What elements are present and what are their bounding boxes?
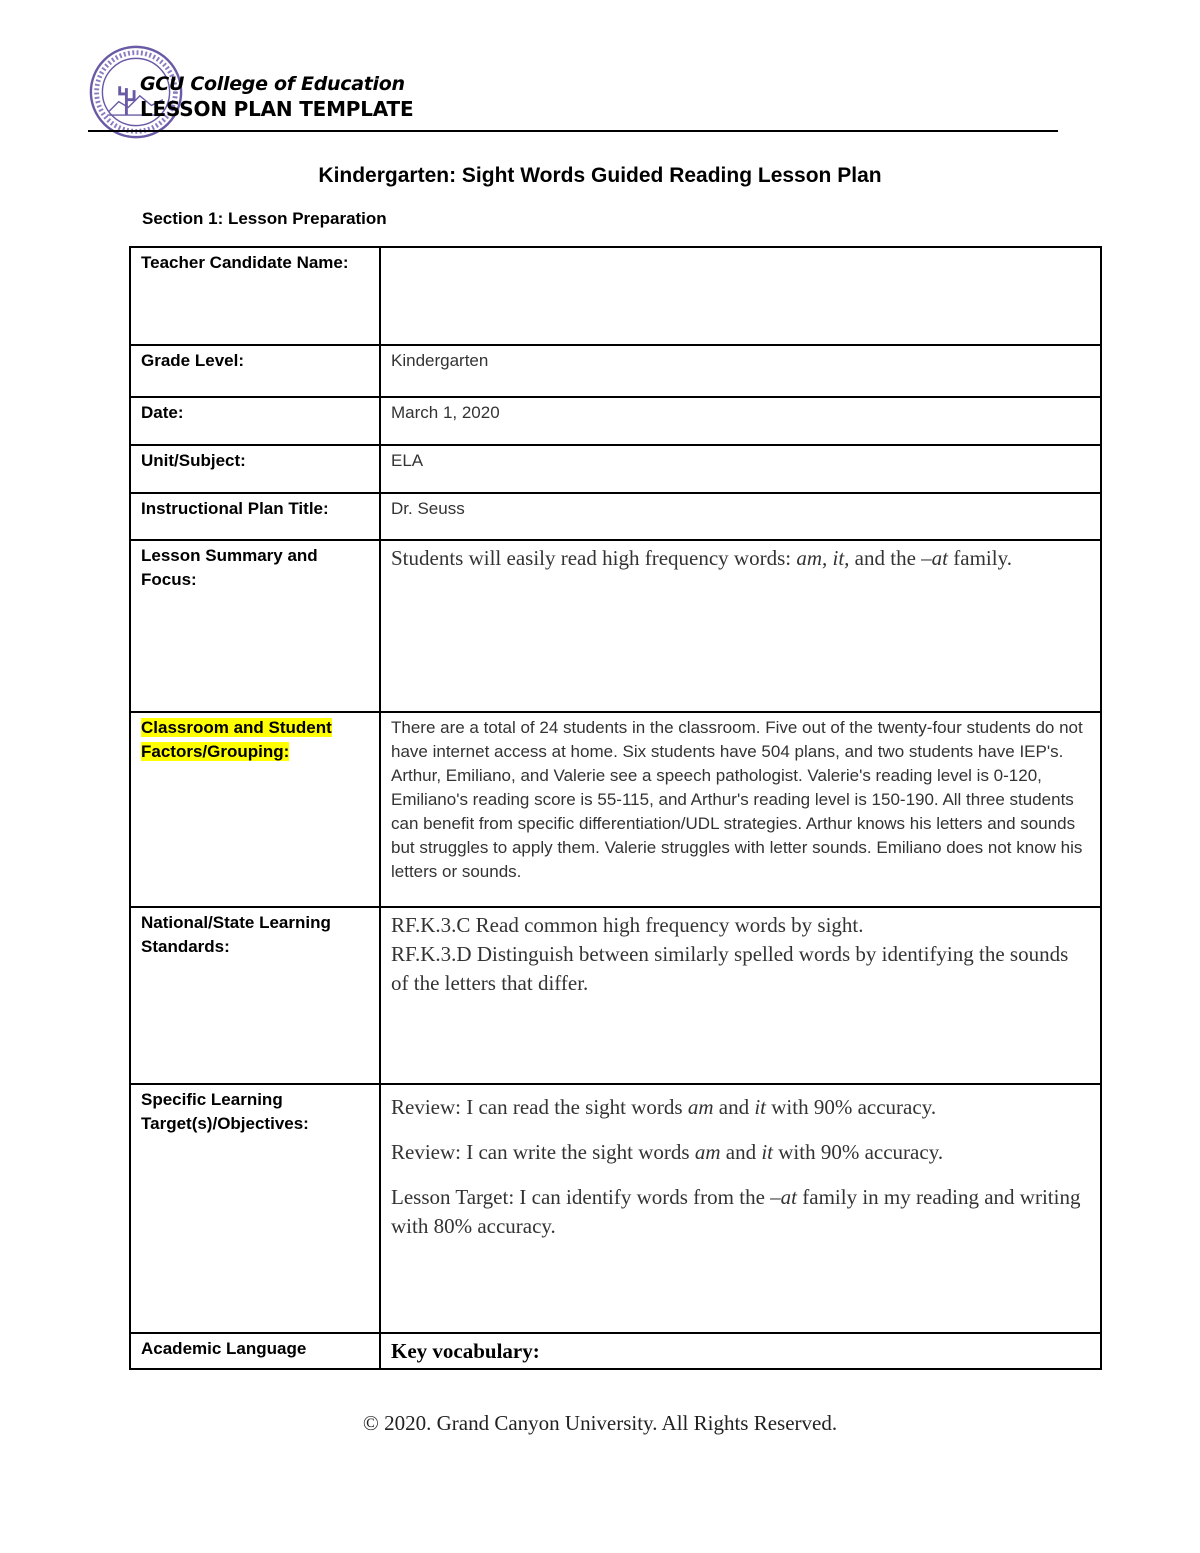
teacher-name-label: Teacher Candidate Name: [130, 247, 380, 345]
objective-text: with 90% accuracy. [773, 1140, 944, 1164]
table-row [130, 445, 1101, 493]
objective-text: Review: I can write the sight words [391, 1140, 695, 1164]
unit-subject-label: Unit/Subject: [130, 445, 380, 493]
classroom-factors-value[interactable]: There are a total of 24 students in the classroom. Five out of the twenty-four students do not have internet access at home. Six students have 504 plans, and two students have IEP's. Arthur, Emiliano, and Valerie see a speech pathologist. Valerie's reading level is 0-120, Emiliano's reading score is 55-115, and Arthur's reading level is 150-190. All three students can benefit from specific differentiation/UDL strategies. Arthur knows his letters and sounds but struggles to apply them. Valerie struggles with letter sounds. Emiliano does not know his letters or sounds. [380, 712, 1101, 907]
objective-word: at [780, 1185, 798, 1209]
objective-text: and [713, 1095, 755, 1119]
academic-language-value[interactable] [380, 1333, 1101, 1369]
date-label: Date: [130, 397, 380, 445]
header-divider [88, 130, 1058, 132]
objective-item [391, 1183, 1090, 1241]
summary-text-part: and the – [849, 546, 932, 570]
template-title: LESSON PLAN TEMPLATE [140, 97, 414, 121]
copyright-footer: © 2020. Grand Canyon University. All Rights Reserved. [362, 1411, 838, 1435]
section-heading: Section 1: Lesson Preparation [142, 209, 387, 228]
unit-subject-value[interactable]: ELA [380, 445, 1101, 493]
objective-text: with 90% accuracy. [766, 1095, 937, 1119]
key-vocabulary-heading: Key vocabulary: [391, 1339, 540, 1363]
table-row [130, 540, 1101, 712]
table-row [130, 493, 1101, 540]
objective-item [391, 1093, 1090, 1122]
teacher-name-value[interactable] [380, 247, 1101, 345]
summary-text-part: Students will easily read high frequency words: [391, 546, 797, 570]
table-row [130, 345, 1101, 397]
highlighted-label: Classroom and Student Factors/Grouping: [141, 718, 332, 761]
standards-label: National/State Learning Standards: [130, 907, 380, 1084]
standard-item: RF.K.3.C Read common high frequency words by sight. [391, 913, 864, 937]
objective-text: Review: I can read the sight words [391, 1095, 688, 1119]
objective-word: am [694, 1140, 721, 1164]
table-row [130, 247, 1101, 345]
grade-level-value[interactable]: Kindergarten [380, 345, 1101, 397]
summary-word-family: at [931, 546, 948, 570]
date-value[interactable]: March 1, 2020 [380, 397, 1101, 445]
college-name: GCU College of Education [140, 73, 405, 95]
lesson-preparation-table [129, 246, 1102, 1370]
objective-word: it [754, 1095, 767, 1119]
grade-level-label: Grade Level: [130, 345, 380, 397]
standard-item: RF.K.3.D Distinguish between similarly spelled words by identifying the sounds of the letters that differ. [391, 942, 1069, 995]
table-row [130, 907, 1101, 1084]
table-row [130, 397, 1101, 445]
lesson-plan-title: Kindergarten: Sight Words Guided Reading Lesson Plan [318, 164, 882, 187]
plan-title-label: Instructional Plan Title: [130, 493, 380, 540]
objective-text: and [720, 1140, 762, 1164]
table-row [130, 1333, 1101, 1369]
lesson-summary-label: Lesson Summary and Focus: [130, 540, 380, 712]
standards-value[interactable] [380, 907, 1101, 1084]
objective-word: it [761, 1140, 774, 1164]
summary-sight-words: am, it, [796, 546, 850, 570]
classroom-factors-label [130, 712, 380, 907]
academic-language-label: Academic Language [130, 1333, 380, 1369]
plan-title-value[interactable]: Dr. Seuss [380, 493, 1101, 540]
lesson-summary-value[interactable] [380, 540, 1101, 712]
header-text [140, 72, 413, 122]
lesson-summary-text [391, 544, 1090, 573]
objective-item [391, 1138, 1090, 1167]
table-row [130, 712, 1101, 907]
objective-text: family in my reading and writing with 80% accuracy. [391, 1185, 1081, 1238]
objectives-label: Specific Learning Target(s)/Objectives: [130, 1084, 380, 1333]
objectives-value[interactable] [380, 1084, 1101, 1333]
objective-word: am [687, 1095, 714, 1119]
objective-text: Lesson Target: I can identify words from the – [391, 1185, 781, 1209]
document-header [88, 42, 1063, 146]
summary-text-part: family. [948, 546, 1012, 570]
table-row [130, 1084, 1101, 1333]
